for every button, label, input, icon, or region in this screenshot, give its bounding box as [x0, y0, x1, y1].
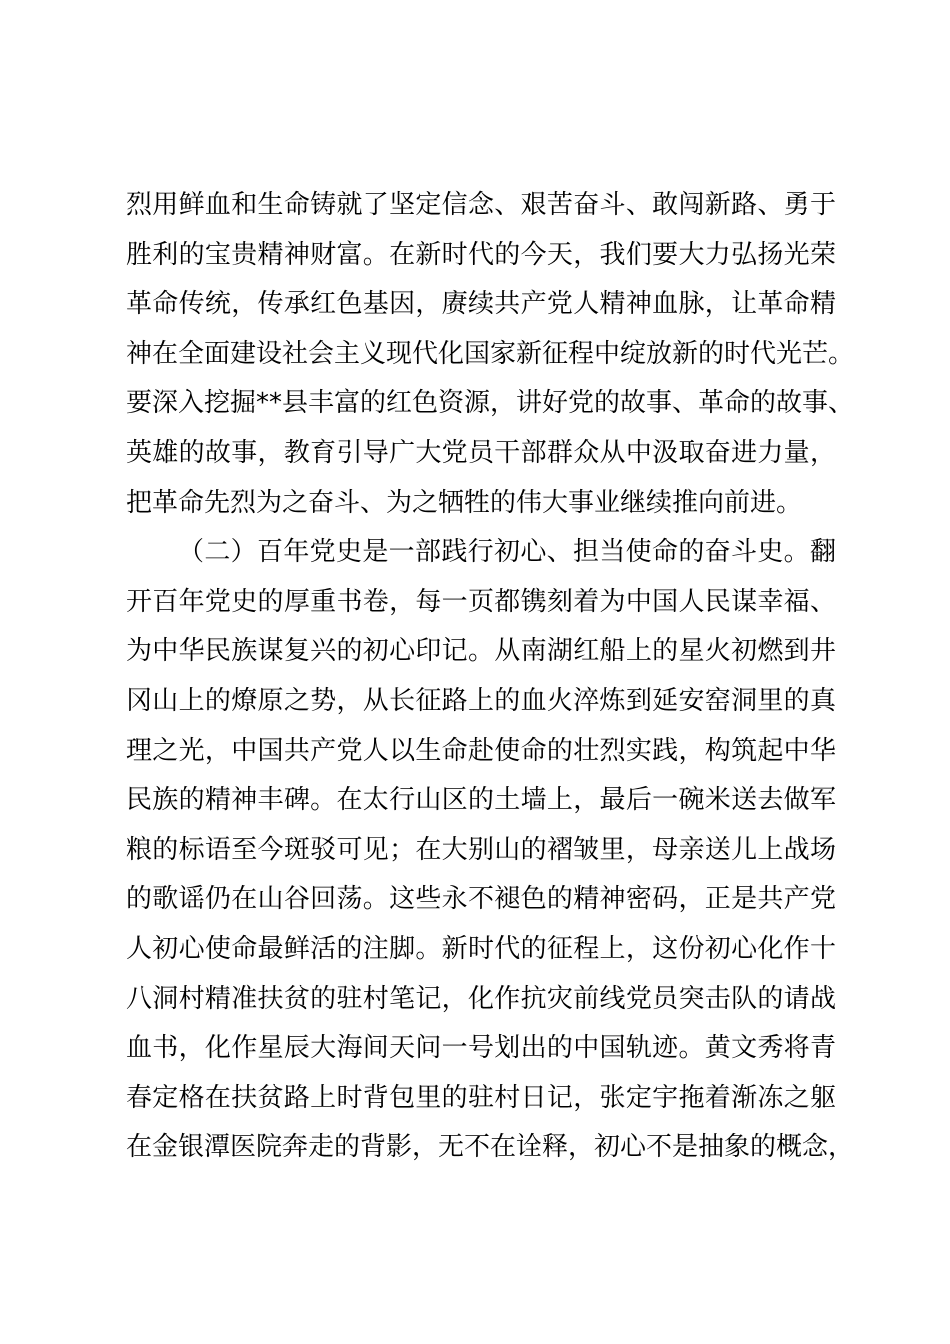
- text-line: 把革命先烈为之奋斗、为之牺牲的伟大事业继续推向前进。: [126, 487, 803, 518]
- text-line: 在金银潭医院奔走的背影，无不在诠释，初心不是抽象的概念，: [126, 1132, 855, 1163]
- text-line: 要深入挖掘**县丰富的红色资源，讲好党的故事、革命的故事、: [126, 388, 855, 419]
- text-line: 冈山上的燎原之势，从长征路上的血火淬炼到延安窑洞里的真: [126, 685, 836, 716]
- text-line: 的歌谣仍在山谷回荡。这些永不褪色的精神密码，正是共产党: [126, 884, 836, 915]
- text-line: 血书，化作星辰大海间天问一号划出的中国轨迹。黄文秀将青: [126, 1033, 836, 1064]
- text-line: 理之光，中国共产党人以生命赴使命的壮烈实践，构筑起中华: [126, 735, 836, 766]
- text-line: 人初心使命最鲜活的注脚。新时代的征程上，这份初心化作十: [126, 933, 836, 964]
- text-line: 神在全面建设社会主义现代化国家新征程中绽放新的时代光芒。: [126, 338, 855, 369]
- paragraph: [126, 528, 855, 1173]
- text-line: 春定格在扶贫路上时背包里的驻村日记，张定宇拖着渐冻之躯: [126, 1082, 836, 1113]
- text-line: 为中华民族谋复兴的初心印记。从南湖红船上的星火初燃到井: [126, 636, 836, 667]
- paragraph: [126, 181, 855, 528]
- document-body: [126, 181, 855, 1173]
- text-line: 烈用鲜血和生命铸就了坚定信念、艰苦奋斗、敢闯新路、勇于: [126, 190, 836, 220]
- text-line: 粮的标语至今斑驳可见；在大别山的褶皱里，母亲送儿上战场: [126, 834, 836, 865]
- text-line: 革命传统，传承红色基因，赓续共产党人精神血脉，让革命精: [126, 289, 836, 320]
- text-line: 民族的精神丰碑。在太行山区的土墙上，最后一碗米送去做军: [126, 785, 836, 816]
- text-line: 胜利的宝贵精神财富。在新时代的今天，我们要大力弘扬光荣: [126, 239, 836, 270]
- text-line: 英雄的故事，教育引导广大党员干部群众从中汲取奋进力量，: [126, 437, 836, 468]
- text-line: 八洞村精准扶贫的驻村笔记，化作抗灾前线党员突击队的请战: [126, 983, 836, 1014]
- text-line: 开百年党史的厚重书卷，每一页都镌刻着为中国人民谋幸福、: [126, 586, 836, 617]
- text-line: （二）百年党史是一部践行初心、担当使命的奋斗史。翻: [178, 537, 836, 568]
